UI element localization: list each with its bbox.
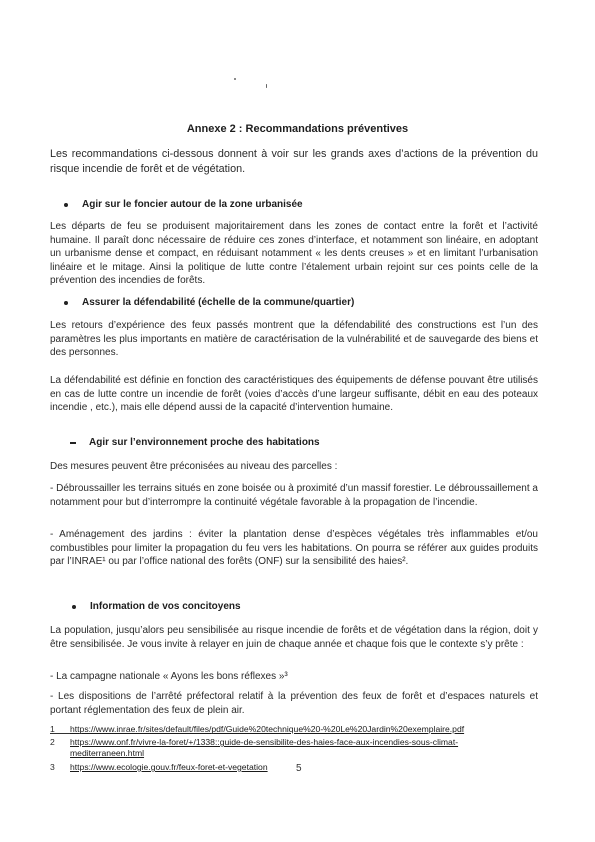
footnote (50, 762, 268, 773)
bullet-icon (64, 301, 68, 305)
page-number: 5 (296, 763, 302, 774)
section-paragraph: - Aménagement des jardins : éviter la plantation dense d’espèces végétales très inflammables et/ou combustibles pour limiter la propagation du feu vers les habitations. On pourra se référer aux guides produits par l’INRAE¹ ou par l’office national des forêts (ONF) sur la sensibilité des haies². (50, 529, 538, 568)
section-paragraph: - La campagne nationale « Ayons les bons réflexes »³ (50, 671, 288, 682)
section-paragraph: La population, jusqu’alors peu sensibilisée au risque incendie de forêts et de végétation dans la région, doit y être sensibilisée. Je vous invite à relayer en juin de chaque année et chaque fois que le contexte s’y prête : (50, 625, 538, 650)
section-heading-text: Agir sur le foncier autour de la zone urbanisée (82, 199, 303, 210)
footnote-number: 3 (50, 762, 55, 772)
footnote-number: 1 (50, 724, 55, 734)
section-heading (64, 199, 303, 210)
section-paragraph: - Débroussailler les terrains situés en zone boisée ou à proximité d’un massif forestier. Le débroussaillement a notamment pour but d’interrompre la continuité végétale favorable à la propagation de l’incendie. (50, 483, 538, 508)
page-title: Annexe 2 : Recommandations préventives (186, 123, 409, 135)
dash-icon (70, 442, 76, 444)
footnote-number: 2 (50, 737, 55, 747)
section-paragraph: Les retours d’expérience des feux passés montrent que la défendabilité des constructions est l’un des paramètres les plus importants en matière de caractérisation de la vulnérabilité et de sauvegarde des biens et des personnes. (50, 320, 538, 359)
section-heading (64, 297, 354, 308)
section-heading (72, 601, 241, 612)
bullet-icon (64, 203, 68, 207)
scan-speck (266, 84, 267, 88)
section-paragraph: - Les dispositions de l’arrêté préfectoral relatif à la prévention des feux de forêt et d’espaces naturels et portant réglementation des feux de plein air. (50, 691, 538, 716)
section-heading-text: Assurer la défendabilité (échelle de la commune/quartier) (82, 297, 355, 308)
footnote-link[interactable]: https://www.ecologie.gouv.fr/feux-foret-et-vegetation (70, 762, 268, 772)
section-heading-text: Agir sur l’environnement proche des habitations (89, 437, 320, 448)
section-paragraph: La défendabilité est définie en fonction des caractéristiques des équipements de défense pouvant être utilisés en cas de lutte contre un incendie de forêt (voies d’accès d’une largeur suffisante, débit en eau des poteaux incendie , etc.), mais elle dépend aussi de la capacité d’intervention humaine. (50, 375, 538, 414)
section-heading-text: Information de vos concitoyens (90, 601, 241, 612)
scan-speck (234, 78, 236, 80)
footnote (50, 737, 510, 759)
footnote-link[interactable]: https://www.inrae.fr/sites/default/files/pdf/Guide%20technique%20-%20Le%20Jardin%20exemplaire.pdf (70, 724, 465, 734)
intro-paragraph: Les recommandations ci-dessous donnent à voir sur les grands axes d’actions de la prévention du risque incendie de forêt et de végétation. (50, 148, 538, 175)
section-heading (70, 437, 320, 448)
footnote (50, 724, 510, 735)
footnote-link[interactable]: https://www.onf.fr/vivre-la-foret/+/1338::guide-de-sensibilite-des-haies-face-aux-incendies-sous-climat-mediterraneen.html (70, 737, 459, 758)
section-paragraph: Des mesures peuvent être préconisées au niveau des parcelles : (50, 461, 338, 472)
bullet-icon (72, 605, 76, 609)
section-paragraph: Les départs de feu se produisent majoritairement dans les zones de contact entre la forêt et l’activité humaine. Il paraît donc nécessaire de réduire ces zones d’interface, et notamment son linéaire, en adoptant un urbanisme dense et compact, en réduisant notamment « les dents creuses » et en limitant l’urbanisation linéaire et le mitage. Ainsi la politique de lutte contre l’étalement urbain rejoint sur ces points celle de la prévention des incendies de forêts. (50, 221, 538, 287)
